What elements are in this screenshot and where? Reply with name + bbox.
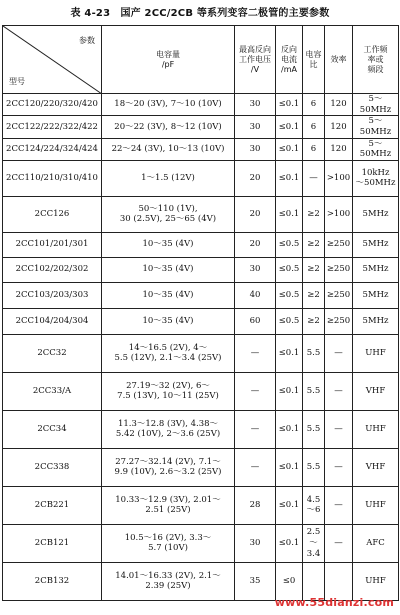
table-row xyxy=(3,372,399,410)
efficiency-cell: 120 xyxy=(325,94,353,116)
header-efficiency: 效率 xyxy=(325,26,353,94)
capacitance-cell: 11.3～12.8 (3V), 4.38～ 5.42 (10V), 2～3.6 (25V) xyxy=(102,410,235,448)
cap-ratio-cell: 6 xyxy=(303,138,325,160)
capacitance-cell: 14.01～16.33 (2V), 2.1～ 2.39 (25V) xyxy=(102,562,235,600)
cap-ratio-cell: — xyxy=(303,160,325,196)
table-row xyxy=(3,94,399,116)
frequency-cell: 10kHz ～50MHz xyxy=(353,160,399,196)
reverse-current-cell: ≤0.5 xyxy=(276,282,303,308)
reverse-current-cell: ≤0.1 xyxy=(276,486,303,524)
cap-ratio-cell: 6 xyxy=(303,94,325,116)
table-row xyxy=(3,308,399,334)
cap-ratio-cell: ≥2 xyxy=(303,308,325,334)
cap-ratio-cell: ≥2 xyxy=(303,257,325,282)
efficiency-cell: ≥250 xyxy=(325,257,353,282)
cap-ratio-cell: ≥2 xyxy=(303,282,325,308)
table-body xyxy=(3,94,399,601)
model-cell: 2CC110/210/310/410 xyxy=(3,160,102,196)
cap-ratio-cell: 6 xyxy=(303,116,325,138)
max-voltage-cell: 30 xyxy=(235,94,276,116)
header-param: 参数 xyxy=(79,36,95,45)
capacitance-cell: 10～35 (4V) xyxy=(102,308,235,334)
model-cell: 2CC122/222/322/422 xyxy=(3,116,102,138)
table-row xyxy=(3,116,399,138)
header-frequency: 工作频 率或 频段 xyxy=(353,26,399,94)
efficiency-cell: ≥250 xyxy=(325,282,353,308)
reverse-current-cell: ≤0 xyxy=(276,562,303,600)
frequency-cell: 5～50MHz xyxy=(353,94,399,116)
efficiency-cell: — xyxy=(325,372,353,410)
cap-ratio-cell: 2.5 ～3.4 xyxy=(303,524,325,562)
table-row xyxy=(3,486,399,524)
header-reverse-current: 反向 电流 /mA xyxy=(276,26,303,94)
header-max-voltage: 最高反向 工作电压 /V xyxy=(235,26,276,94)
table-row xyxy=(3,282,399,308)
watermark: www.55dianzi.com xyxy=(274,596,394,609)
frequency-cell: UHF xyxy=(353,562,399,600)
table-row xyxy=(3,410,399,448)
reverse-current-cell: ≤0.5 xyxy=(276,232,303,257)
table-row xyxy=(3,257,399,282)
capacitance-cell: 20～22 (3V), 8～12 (10V) xyxy=(102,116,235,138)
table-row xyxy=(3,524,399,562)
table-row xyxy=(3,138,399,160)
efficiency-cell: 120 xyxy=(325,138,353,160)
efficiency-cell: — xyxy=(325,448,353,486)
table-row xyxy=(3,232,399,257)
model-cell: 2CB121 xyxy=(3,524,102,562)
capacitance-cell: 10～35 (4V) xyxy=(102,232,235,257)
max-voltage-cell: — xyxy=(235,448,276,486)
capacitance-cell: 50～110 (1V), 30 (2.5V), 25～65 (4V) xyxy=(102,196,235,232)
capacitance-cell: 10.33～12.9 (3V), 2.01～ 2.51 (25V) xyxy=(102,486,235,524)
frequency-cell: 5MHz xyxy=(353,196,399,232)
max-voltage-cell: 60 xyxy=(235,308,276,334)
frequency-cell: 5MHz xyxy=(353,232,399,257)
max-voltage-cell: 28 xyxy=(235,486,276,524)
capacitance-cell: 27.27～32.14 (2V), 7.1～ 9.9 (10V), 2.6～3.2 (25V) xyxy=(102,448,235,486)
cap-ratio-cell: 4.5 ～6 xyxy=(303,486,325,524)
frequency-cell: VHF xyxy=(353,448,399,486)
max-voltage-cell: 30 xyxy=(235,138,276,160)
max-voltage-cell: — xyxy=(235,410,276,448)
max-voltage-cell: 35 xyxy=(235,562,276,600)
capacitance-cell: 27.19～32 (2V), 6～ 7.5 (13V), 10～11 (25V) xyxy=(102,372,235,410)
efficiency-cell: — xyxy=(325,410,353,448)
frequency-cell: UHF xyxy=(353,410,399,448)
efficiency-cell: — xyxy=(325,486,353,524)
capacitance-cell: 18～20 (3V), 7～10 (10V) xyxy=(102,94,235,116)
table-row xyxy=(3,160,399,196)
cap-ratio-cell: 5.5 xyxy=(303,410,325,448)
max-voltage-cell: 20 xyxy=(235,232,276,257)
max-voltage-cell: — xyxy=(235,334,276,372)
model-cell: 2CC34 xyxy=(3,410,102,448)
max-voltage-cell: 30 xyxy=(235,257,276,282)
capacitance-cell: 10～35 (4V) xyxy=(102,282,235,308)
reverse-current-cell: ≤0.5 xyxy=(276,257,303,282)
frequency-cell: 5～50MHz xyxy=(353,138,399,160)
capacitance-cell: 10.5～16 (2V), 3.3～ 5.7 (10V) xyxy=(102,524,235,562)
reverse-current-cell: ≤0.1 xyxy=(276,196,303,232)
capacitance-cell: 10～35 (4V) xyxy=(102,257,235,282)
model-cell: 2CC103/203/303 xyxy=(3,282,102,308)
table-row xyxy=(3,196,399,232)
reverse-current-cell: ≤0.1 xyxy=(276,116,303,138)
reverse-current-cell: ≤0.1 xyxy=(276,94,303,116)
max-voltage-cell: 20 xyxy=(235,196,276,232)
model-cell: 2CC124/224/324/424 xyxy=(3,138,102,160)
header-row xyxy=(3,26,399,94)
header-model: 型号 xyxy=(9,77,25,86)
efficiency-cell: 120 xyxy=(325,116,353,138)
capacitance-cell: 1～1.5 (12V) xyxy=(102,160,235,196)
cap-ratio-cell: ≥2 xyxy=(303,232,325,257)
model-cell: 2CB221 xyxy=(3,486,102,524)
efficiency-cell: ≥250 xyxy=(325,308,353,334)
efficiency-cell: >100 xyxy=(325,160,353,196)
cap-ratio-cell xyxy=(303,562,325,600)
reverse-current-cell: ≤0.1 xyxy=(276,138,303,160)
max-voltage-cell: 20 xyxy=(235,160,276,196)
efficiency-cell: — xyxy=(325,524,353,562)
model-cell: 2CC102/202/302 xyxy=(3,257,102,282)
frequency-cell: VHF xyxy=(353,372,399,410)
cap-ratio-cell: 5.5 xyxy=(303,372,325,410)
header-capacitance: 电容量 /pF xyxy=(102,26,235,94)
diagonal-header-cell xyxy=(3,26,102,94)
header-cap-ratio: 电容 比 xyxy=(303,26,325,94)
model-cell: 2CC101/201/301 xyxy=(3,232,102,257)
capacitance-cell: 22～24 (3V), 10～13 (10V) xyxy=(102,138,235,160)
reverse-current-cell: ≤0.1 xyxy=(276,410,303,448)
model-cell: 2CC104/204/304 xyxy=(3,308,102,334)
reverse-current-cell: ≤0.1 xyxy=(276,448,303,486)
reverse-current-cell: ≤0.1 xyxy=(276,372,303,410)
reverse-current-cell: ≤0.1 xyxy=(276,160,303,196)
model-cell: 2CC33/A xyxy=(3,372,102,410)
max-voltage-cell: 40 xyxy=(235,282,276,308)
max-voltage-cell: — xyxy=(235,372,276,410)
table-title: 表 4-23 国产 2CC/2CB 等系列变容二极管的主要参数 xyxy=(70,8,330,19)
frequency-cell: 5～50MHz xyxy=(353,116,399,138)
frequency-cell: 5MHz xyxy=(353,257,399,282)
parameter-table xyxy=(2,25,399,601)
efficiency-cell: — xyxy=(325,334,353,372)
max-voltage-cell: 30 xyxy=(235,116,276,138)
frequency-cell: 5MHz xyxy=(353,308,399,334)
efficiency-cell xyxy=(325,562,353,600)
cap-ratio-cell: 5.5 xyxy=(303,334,325,372)
model-cell: 2CB132 xyxy=(3,562,102,600)
table-row xyxy=(3,334,399,372)
capacitance-cell: 14～16.5 (2V), 4～ 5.5 (12V), 2.1～3.4 (25V) xyxy=(102,334,235,372)
reverse-current-cell: ≤0.1 xyxy=(276,524,303,562)
efficiency-cell: >100 xyxy=(325,196,353,232)
efficiency-cell: ≥250 xyxy=(325,232,353,257)
table-row xyxy=(3,448,399,486)
frequency-cell: 5MHz xyxy=(353,282,399,308)
reverse-current-cell: ≤0.5 xyxy=(276,308,303,334)
model-cell: 2CC32 xyxy=(3,334,102,372)
model-cell: 2CC338 xyxy=(3,448,102,486)
cap-ratio-cell: ≥2 xyxy=(303,196,325,232)
frequency-cell: UHF xyxy=(353,486,399,524)
table-row xyxy=(3,562,399,600)
cap-ratio-cell: 5.5 xyxy=(303,448,325,486)
frequency-cell: AFC xyxy=(353,524,399,562)
model-cell: 2CC120/220/320/420 xyxy=(3,94,102,116)
frequency-cell: UHF xyxy=(353,334,399,372)
reverse-current-cell: ≤0.1 xyxy=(276,334,303,372)
max-voltage-cell: 30 xyxy=(235,524,276,562)
model-cell: 2CC126 xyxy=(3,196,102,232)
